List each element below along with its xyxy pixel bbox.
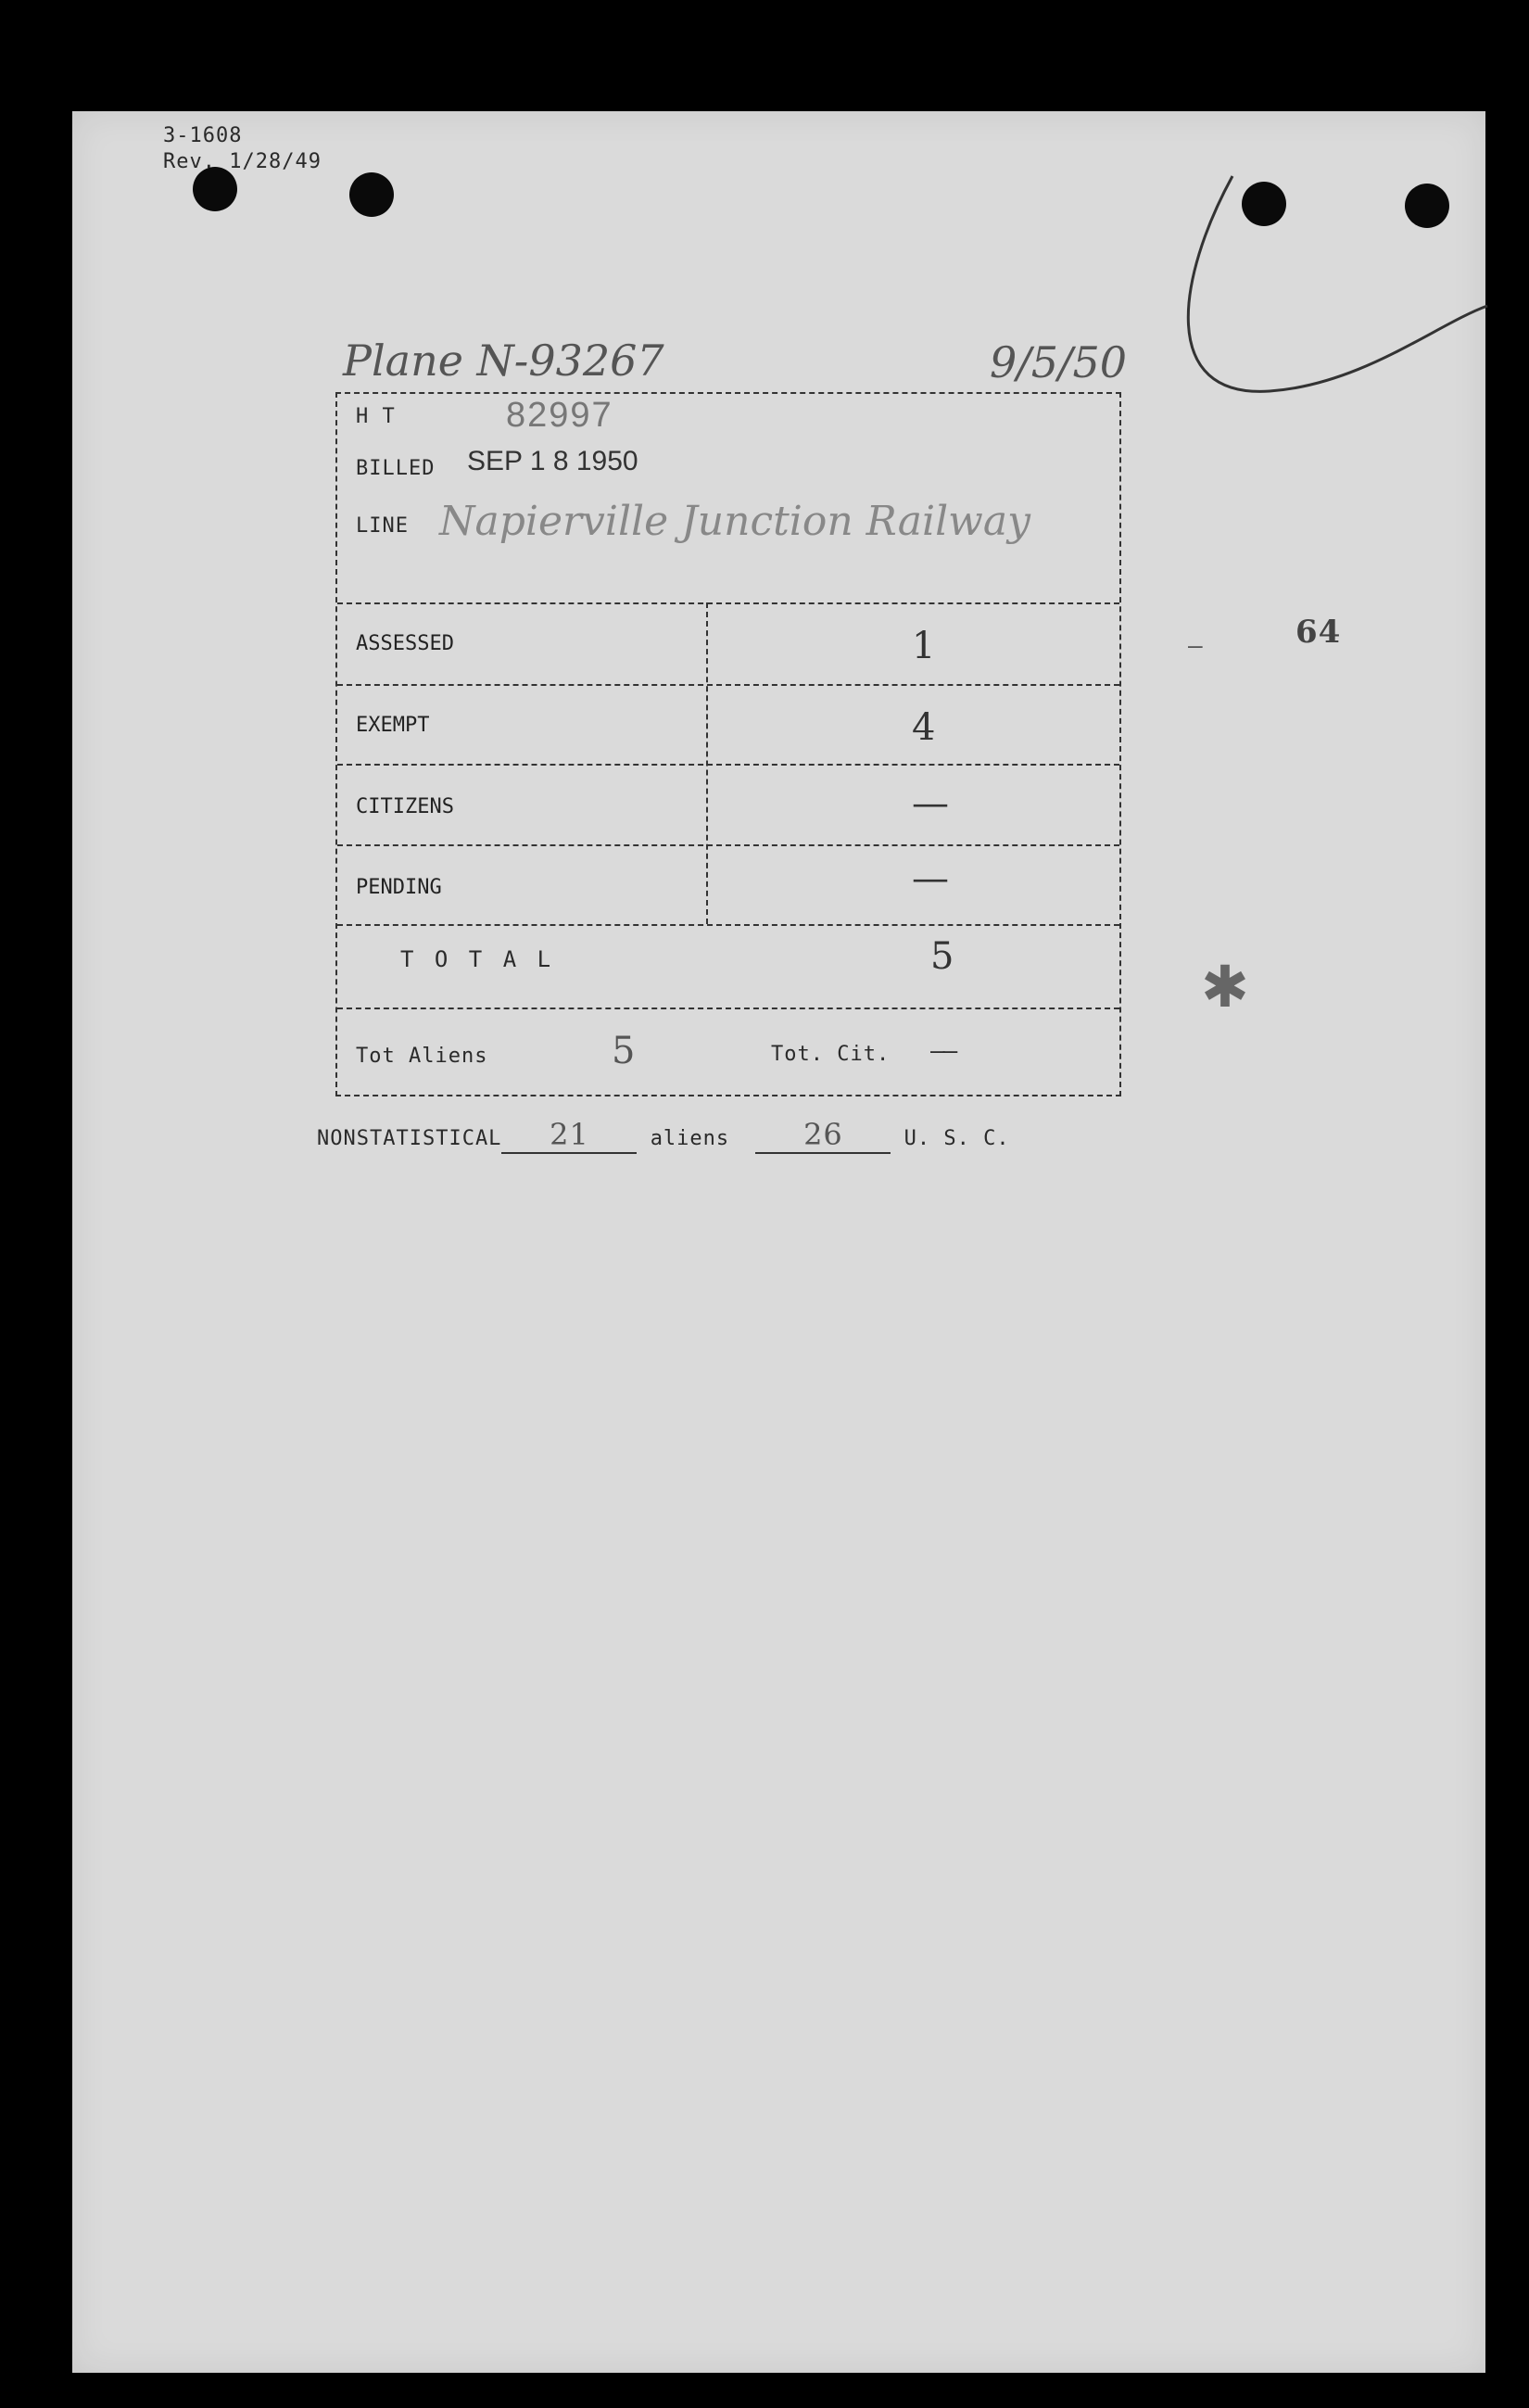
aliens-blank [501, 1117, 637, 1154]
row-value: 4 [912, 706, 936, 749]
row-label: ASSESSED [356, 632, 454, 655]
total-label: T O T A L [400, 946, 555, 972]
row-value: — [912, 857, 949, 900]
ht-value: 82997 [506, 396, 613, 435]
margin-dash: — [1188, 632, 1204, 660]
pencil-curve [1158, 167, 1492, 408]
table-row-assessed [337, 602, 1119, 684]
row-label: PENDING [356, 876, 442, 899]
total-value: 5 [930, 935, 954, 978]
tot-aliens-label: Tot Aliens [356, 1045, 488, 1068]
tot-cit-label: Tot. Cit. [771, 1043, 891, 1066]
nonstatistical-label: NONSTATISTICAL [317, 1127, 502, 1150]
aliens-label: aliens [650, 1127, 730, 1150]
table-row-citizens [337, 764, 1119, 844]
row-label: CITIZENS [356, 795, 454, 818]
tot-cit-value: —— [930, 1037, 956, 1065]
usc-label: U. S. C. [904, 1127, 1010, 1150]
table-row-aliens [337, 1008, 1119, 1096]
punch-hole [193, 167, 237, 211]
plane-number: Plane N-93267 [343, 336, 664, 386]
margin-number: 64 [1295, 614, 1342, 651]
form-revision: Rev. 1/28/49 [163, 150, 322, 173]
table-row-pending [337, 844, 1119, 924]
usc-value: 26 [803, 1117, 843, 1152]
billed-label: BILLED [356, 457, 436, 480]
asterisk-mark: ✱ [1201, 953, 1249, 1020]
form-table [335, 392, 1121, 1096]
nonstatistical-line [317, 1117, 1010, 1154]
tot-aliens-value: 5 [612, 1030, 636, 1072]
form-number: 3-1608 [163, 124, 243, 147]
handwritten-date: 9/5/50 [990, 337, 1128, 387]
table-row-exempt [337, 684, 1119, 764]
line-label: LINE [356, 514, 409, 538]
row-value: — [912, 782, 949, 825]
line-value: Napierville Junction Railway [439, 498, 1030, 545]
usc-blank [755, 1117, 891, 1154]
row-label: EXEMPT [356, 714, 430, 737]
billed-stamp: SEP 1 8 1950 [467, 446, 638, 476]
punch-hole [349, 172, 394, 217]
ht-label: H T [356, 405, 396, 428]
table-row-total [337, 924, 1119, 1008]
row-value: 1 [912, 625, 936, 667]
aliens-value: 21 [550, 1117, 589, 1152]
